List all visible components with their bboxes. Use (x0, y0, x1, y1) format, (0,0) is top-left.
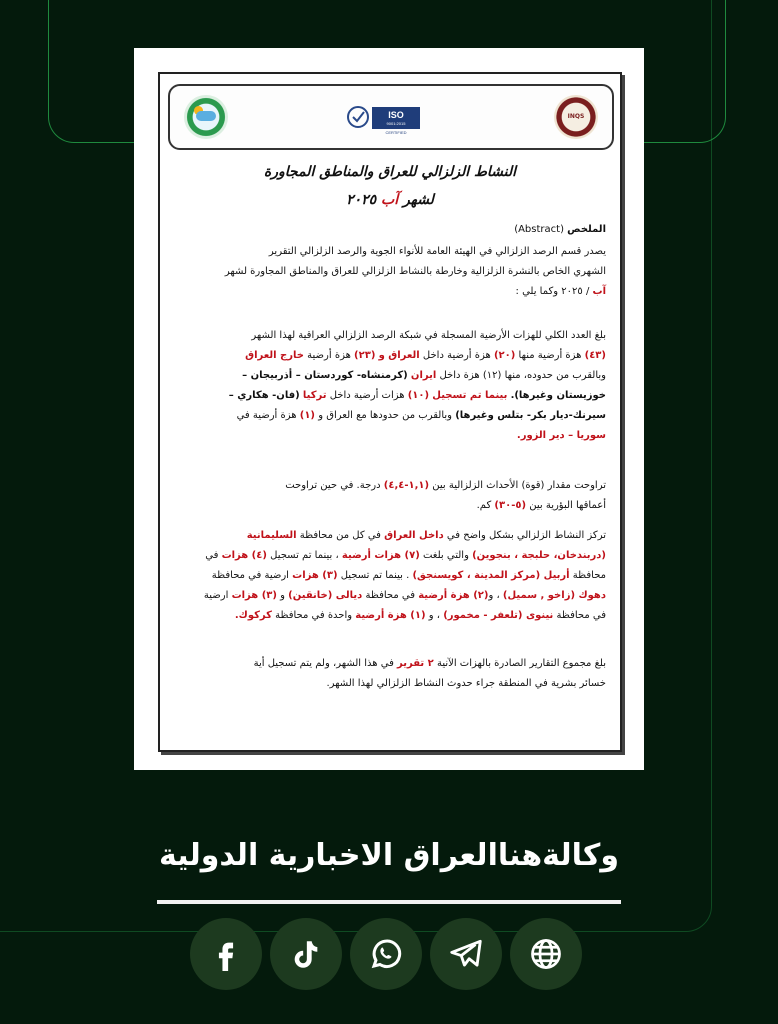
facebook-icon (209, 937, 243, 971)
website-link[interactable] (510, 918, 582, 990)
abstract-heading (514, 224, 606, 235)
meteorology-logo (184, 95, 228, 139)
facebook-link[interactable] (190, 918, 262, 990)
report-header (168, 84, 614, 150)
count-line-6: سوريا – دير الزور. (516, 430, 606, 441)
iso-certified: CERTIFIED (385, 130, 407, 135)
whatsapp-link[interactable] (350, 918, 422, 990)
distribution-line-3: محافظة أربيل (مركز المدينة ، كويسنجق) . بينما تم تسجيل (٣) هزات ارضية في محافظة (211, 570, 606, 581)
inqs-label: INQS (567, 113, 585, 120)
paragraph-count (174, 326, 606, 446)
globe-icon (528, 936, 564, 972)
intro-month: آب (592, 286, 606, 297)
subtitle-month: آب (381, 192, 399, 208)
count-line-4: خوزيستان وغيرها). بينما تم تسجيل (١٠) هزات أرضية داخل تركيا (فان- هكاري – (228, 390, 606, 401)
intro-line-1: يصدر قسم الرصد الزلزالي في الهيئة العامة للأنواء الجوية والرصد الزلزالي التقرير (268, 246, 606, 257)
intro-rest: / ٢٠٢٥ وكما يلي : (515, 286, 590, 297)
distribution-line-2: (دربندخان، حلبجة ، بنجوين) والتي بلغت (٧) هزات أرضية ، بينما تم تسجيل (٤) هزات في (205, 550, 606, 561)
telegram-icon (447, 935, 485, 973)
telegram-link[interactable] (430, 918, 502, 990)
report-page (158, 72, 622, 752)
paragraph-reports (174, 654, 606, 694)
distribution-line-4: دهوك (زاخو , سميل) ، و(٢) هزة أرضية في محافظة ديالى (خانقين) و (٣) هزات ارضية (203, 590, 606, 601)
reports-line-2: خسائر بشرية في المنطقة جراء حدوث النشاط الزلزالي لهذا الشهر. (326, 678, 606, 689)
whatsapp-icon (368, 936, 404, 972)
paragraph-intro (174, 242, 606, 302)
count-line-3: وبالقرب من حدوده، منها (١٢) هزة داخل ايران (كرمنشاه- كوردستان – أذربيجان – (242, 370, 606, 381)
iso-logo (346, 98, 426, 136)
reports-line-1: بلغ مجموع التقارير الصادرة بالهزات الآنية ٢ تقرير في هذا الشهر، ولم يتم تسجيل أية (253, 658, 606, 669)
document-image (134, 48, 644, 770)
tiktok-icon (289, 937, 323, 971)
tiktok-link[interactable] (270, 918, 342, 990)
distribution-line-5: في محافظة نينوى (تلعفر - مخمور) ، و (١) هزة أرضية واحدة في محافظة كركوك. (234, 610, 606, 621)
magnitude-line-1: تراوحت مقدار (قوة) الأحداث الزلزالية بين (١,١-٤,٤) درجة. في حين تراوحت (285, 480, 606, 491)
iso-label: ISO (388, 110, 404, 120)
count-line-1: بلغ العدد الكلي للهزات الأرضية المسجلة في شبكة الرصد الزلزالي العراقية لهذا الشهر (251, 330, 606, 341)
agency-name: وكالةهناالعراق الاخبارية الدولية (159, 838, 619, 873)
subtitle-year: ٢٠٢٥ (346, 192, 377, 208)
paragraph-distribution (174, 526, 606, 626)
abstract-label-en: (Abstract) (514, 224, 564, 235)
magnitude-line-2: أعماقها البؤرية بين (٥-٣٠) كم. (476, 500, 606, 511)
abstract-label: الملخص (567, 224, 606, 235)
count-line-2: (٤٣) هزة أرضية منها (٢٠) هزة أرضية داخل العراق و (٢٣) هزة أرضية خارج العراق (245, 350, 606, 361)
intro-line-3 (174, 282, 606, 302)
paragraph-magnitude (174, 476, 606, 516)
iso-standard: 9001:2015 (386, 121, 406, 126)
divider (157, 900, 621, 904)
social-links (190, 918, 590, 990)
subtitle-prefix: لشهر (402, 192, 434, 208)
report-subtitle (160, 192, 620, 208)
seismology-logo (554, 95, 598, 139)
intro-line-2: الشهري الخاص بالنشرة الزلزالية وخارطة بالنشاط الزلزالي للعراق والمناطق المجاورة لشهر (224, 266, 606, 277)
report-title: النشاط الزلزالي للعراق والمناطق المجاورة (263, 164, 517, 180)
distribution-line-1: تركز النشاط الزلزالي بشكل واضح في داخل العراق في كل من محافظة السليمانية (246, 530, 606, 541)
count-line-5: سيرنك-ديار بكر- بتلس وغيرها) وبالقرب من حدودها مع العراق و (١) هزة أرضية في (236, 410, 606, 421)
cloud-icon (196, 111, 216, 121)
